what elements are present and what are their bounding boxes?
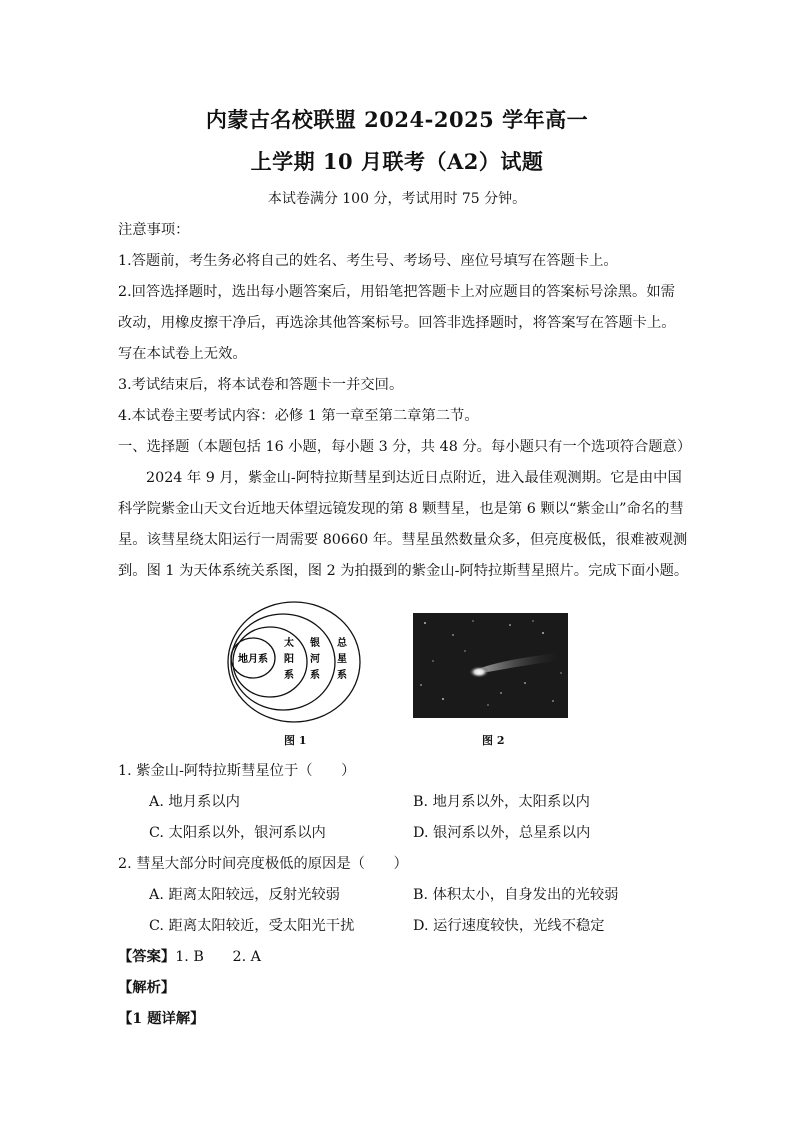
exam-title-line1: 内蒙古名校联盟 2024-2025 学年高一 — [205, 107, 589, 132]
notes-item-4: 4.本试卷主要考试内容：必修 1 第一章至第二章第二节。 — [118, 408, 479, 424]
notes-heading: 注意事项： — [118, 222, 190, 238]
passage-line-4: 到。图 1 为天体系统关系图，图 2 为拍摄到的紫金山-阿特拉斯彗星照片。完成下面小题。 — [118, 563, 689, 579]
section-heading: 一、选择题（本题包括 16 小题，每小题 3 分，共 48 分。每小题只有一个选项符合题意） — [118, 439, 692, 455]
galaxy-label-2: 河 — [310, 654, 320, 665]
question-1-stem: 1. 紫金山-阿特拉斯彗星位于（ ） — [118, 763, 356, 779]
solar-label-1: 太 — [284, 638, 294, 649]
solar-label-2: 阳 — [284, 654, 294, 665]
answer-label: 【答案】 — [118, 949, 176, 965]
question-1-option-a: A. 地月系以内 — [149, 794, 240, 810]
figure1-caption: 图 1 — [284, 734, 307, 747]
question-1-option-d: D. 银河系以外，总星系以内 — [413, 825, 591, 841]
notes-item-3: 3.考试结束后，将本试卷和答题卡一并交回。 — [118, 377, 404, 393]
comet-photo — [413, 613, 568, 718]
exam-title-line2: 上学期 10 月联考（A2）试题 — [250, 149, 544, 174]
passage-line-3: 星。该彗星绕太阳运行一周需要 80660 年。彗星虽然数量众多，但亮度极低，很难被观测 — [118, 532, 688, 548]
answer-values: 1. B 2. A — [175, 949, 261, 965]
question-1-option-b: B. 地月系以外，太阳系以内 — [413, 794, 590, 810]
galaxy-label-1: 银 — [310, 638, 320, 649]
notes-item-2-line-1: 2.回答选择题时，选出每小题答案后，用铅笔把答题卡上对应题目的答案标号涂黑。如需 — [118, 284, 675, 300]
passage-line-2: 科学院紫金山天文台近地天体望远镜发现的第 8 颗彗星，也是第 6 颗以“紫金山”命名的彗 — [118, 501, 684, 517]
exam-subtitle: 本试卷满分 100 分，考试用时 75 分钟。 — [267, 191, 527, 207]
notes-item-2-line-2: 改动，用橡皮擦干净后，再选涂其他答案标号。回答非选择题时，将答案写在答题卡上。 — [118, 315, 676, 331]
solar-label-3: 系 — [284, 670, 294, 681]
earth-moon-label: 地月系 — [238, 654, 268, 665]
celestial-system-diagram — [226, 600, 362, 724]
comet-head — [469, 666, 489, 678]
total-label-1: 总 — [337, 638, 347, 649]
total-label-2: 星 — [337, 654, 347, 665]
question-1-option-c: C. 太阳系以外，银河系以内 — [149, 825, 326, 841]
question-2-stem: 2. 彗星大部分时间亮度极低的原因是（ ） — [118, 856, 408, 872]
galaxy-label-3: 系 — [310, 670, 320, 681]
passage-line-1: 2024 年 9 月，紫金山-阿特拉斯彗星到达近日点附近，进入最佳观测期。它是由中国 — [146, 470, 682, 486]
question-2-option-b: B. 体积太小，自身发出的光较弱 — [413, 887, 619, 903]
analysis-detail-label: 【1 题详解】 — [118, 1011, 205, 1027]
total-label-3: 系 — [337, 670, 347, 681]
answer-line — [118, 946, 261, 966]
notes-item-1: 1.答题前，考生务必将自己的姓名、考生号、考场号、座位号填写在答题卡上。 — [118, 253, 618, 269]
notes-item-2-line-3: 写在本试卷上无效。 — [118, 346, 247, 362]
figure2-caption: 图 2 — [482, 734, 505, 747]
analysis-label: 【解析】 — [118, 980, 176, 996]
question-2-option-c: C. 距离太阳较近，受太阳光干扰 — [149, 918, 355, 934]
question-2-option-d: D. 运行速度较快，光线不稳定 — [413, 918, 605, 934]
question-2-option-a: A. 距离太阳较远，反射光较弱 — [149, 887, 340, 903]
